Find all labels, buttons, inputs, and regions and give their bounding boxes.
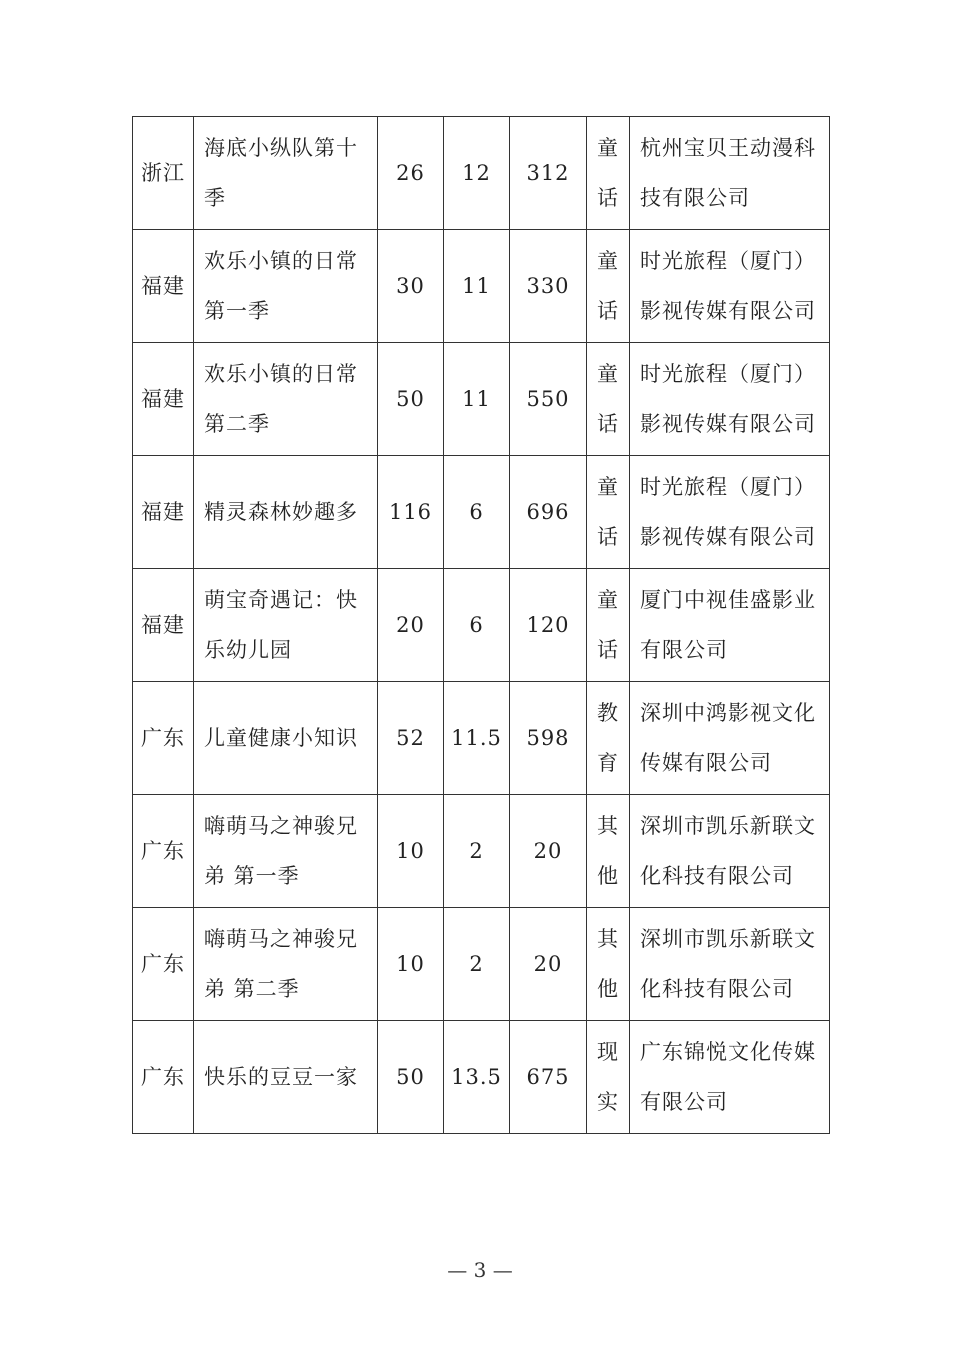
- total-minutes-cell-text: 550: [526, 387, 570, 411]
- genre-cell-text: 童话: [597, 588, 619, 662]
- genre-cell: [587, 682, 630, 795]
- company-cell: [630, 1021, 830, 1134]
- company-cell: [630, 569, 830, 682]
- episodes-cell: [378, 1021, 444, 1134]
- province-cell-text: 广东: [141, 726, 185, 750]
- genre-cell-text: 童话: [597, 249, 619, 323]
- genre-cell: [587, 343, 630, 456]
- minutes-cell: [444, 230, 510, 343]
- table-row: [133, 230, 830, 343]
- episodes-cell-text: 50: [396, 387, 425, 411]
- total-minutes-cell-text: 598: [526, 726, 570, 750]
- title-cell: [194, 1021, 378, 1134]
- table-body: [133, 117, 830, 1134]
- province-cell: [133, 908, 194, 1021]
- province-cell: [133, 456, 194, 569]
- episodes-cell-text: 10: [396, 839, 425, 863]
- episodes-cell: [378, 117, 444, 230]
- minutes-cell-text: 6: [469, 500, 484, 524]
- minutes-cell-text: 2: [469, 952, 484, 976]
- minutes-cell-text: 13.5: [451, 1065, 502, 1089]
- total-minutes-cell-text: 120: [526, 613, 570, 637]
- title-cell-text: 欢乐小镇的日常第二季: [204, 362, 358, 436]
- province-cell-text: 广东: [141, 1065, 185, 1089]
- company-cell: [630, 795, 830, 908]
- genre-cell: [587, 569, 630, 682]
- company-cell-text: 厦门中视佳盛影业有限公司: [640, 588, 816, 662]
- genre-cell: [587, 456, 630, 569]
- company-cell-text: 深圳市凯乐新联文化科技有限公司: [640, 927, 816, 1001]
- minutes-cell: [444, 682, 510, 795]
- total-minutes-cell-text: 675: [526, 1065, 570, 1089]
- episodes-cell: [378, 795, 444, 908]
- minutes-cell-text: 11: [462, 387, 491, 411]
- title-cell-text: 欢乐小镇的日常第一季: [204, 249, 358, 323]
- title-cell: [194, 230, 378, 343]
- title-cell: [194, 569, 378, 682]
- province-cell-text: 广东: [141, 839, 185, 863]
- total-minutes-cell: [510, 795, 587, 908]
- company-cell-text: 时光旅程（厦门）影视传媒有限公司: [640, 475, 816, 549]
- episodes-cell: [378, 569, 444, 682]
- episodes-cell-text: 26: [396, 161, 425, 185]
- company-cell-text: 时光旅程（厦门）影视传媒有限公司: [640, 249, 816, 323]
- table-row: [133, 682, 830, 795]
- company-cell-text: 深圳市凯乐新联文化科技有限公司: [640, 814, 816, 888]
- company-cell: [630, 343, 830, 456]
- minutes-cell-text: 11.5: [451, 726, 502, 750]
- episodes-cell: [378, 456, 444, 569]
- province-cell-text: 福建: [141, 274, 185, 298]
- province-cell-text: 浙江: [141, 161, 185, 185]
- episodes-cell: [378, 908, 444, 1021]
- episodes-cell-text: 10: [396, 952, 425, 976]
- title-cell: [194, 456, 378, 569]
- province-cell-text: 福建: [141, 500, 185, 524]
- genre-cell-text: 其他: [597, 927, 619, 1001]
- province-cell: [133, 1021, 194, 1134]
- table-row: [133, 456, 830, 569]
- title-cell-text: 嗨萌马之神骏兄弟 第一季: [204, 814, 358, 888]
- total-minutes-cell-text: 20: [533, 952, 563, 976]
- genre-cell-text: 童话: [597, 136, 619, 210]
- minutes-cell-text: 12: [462, 161, 491, 185]
- genre-cell-text: 童话: [597, 475, 619, 549]
- total-minutes-cell-text: 312: [526, 161, 570, 185]
- page-number: — 3 —: [447, 1258, 513, 1282]
- minutes-cell: [444, 908, 510, 1021]
- title-cell-text: 海底小纵队第十季: [204, 136, 358, 210]
- province-cell-text: 福建: [141, 613, 185, 637]
- genre-cell-text: 教育: [597, 701, 619, 775]
- title-cell-text: 快乐的豆豆一家: [204, 1065, 358, 1089]
- total-minutes-cell: [510, 908, 587, 1021]
- title-cell: [194, 682, 378, 795]
- minutes-cell: [444, 456, 510, 569]
- genre-cell: [587, 908, 630, 1021]
- company-cell-text: 深圳中鸿影视文化传媒有限公司: [640, 701, 816, 775]
- title-cell-text: 儿童健康小知识: [204, 726, 358, 750]
- title-cell: [194, 908, 378, 1021]
- total-minutes-cell-text: 20: [533, 839, 563, 863]
- province-cell-text: 福建: [141, 387, 185, 411]
- total-minutes-cell: [510, 117, 587, 230]
- episodes-cell-text: 30: [396, 274, 425, 298]
- title-cell: [194, 117, 378, 230]
- episodes-cell: [378, 230, 444, 343]
- episodes-cell-text: 52: [396, 726, 425, 750]
- table-row: [133, 117, 830, 230]
- minutes-cell: [444, 1021, 510, 1134]
- minutes-cell: [444, 795, 510, 908]
- total-minutes-cell: [510, 230, 587, 343]
- episodes-cell-text: 50: [396, 1065, 425, 1089]
- genre-cell: [587, 1021, 630, 1134]
- genre-cell: [587, 230, 630, 343]
- total-minutes-cell: [510, 569, 587, 682]
- minutes-cell-text: 11: [462, 274, 491, 298]
- episodes-cell-text: 116: [388, 500, 433, 524]
- minutes-cell: [444, 569, 510, 682]
- total-minutes-cell-text: 696: [526, 500, 570, 524]
- company-cell: [630, 230, 830, 343]
- table-row: [133, 343, 830, 456]
- table-row: [133, 1021, 830, 1134]
- genre-cell-text: 其他: [597, 814, 619, 888]
- genre-cell: [587, 117, 630, 230]
- episodes-cell: [378, 343, 444, 456]
- minutes-cell-text: 2: [469, 839, 484, 863]
- table-row: [133, 569, 830, 682]
- province-cell: [133, 343, 194, 456]
- province-cell: [133, 569, 194, 682]
- company-cell-text: 广东锦悦文化传媒有限公司: [640, 1040, 816, 1114]
- company-cell: [630, 908, 830, 1021]
- title-cell: [194, 795, 378, 908]
- total-minutes-cell: [510, 456, 587, 569]
- episodes-cell-text: 20: [396, 613, 425, 637]
- province-cell-text: 广东: [141, 952, 185, 976]
- total-minutes-cell: [510, 343, 587, 456]
- total-minutes-cell-text: 330: [526, 274, 570, 298]
- episodes-cell: [378, 682, 444, 795]
- table-row: [133, 795, 830, 908]
- province-cell: [133, 230, 194, 343]
- minutes-cell: [444, 343, 510, 456]
- minutes-cell-text: 6: [469, 613, 484, 637]
- title-cell-text: 精灵森林妙趣多: [204, 500, 358, 524]
- title-cell-text: 嗨萌马之神骏兄弟 第二季: [204, 927, 358, 1001]
- program-table: [132, 116, 830, 1134]
- company-cell: [630, 117, 830, 230]
- company-cell: [630, 456, 830, 569]
- total-minutes-cell: [510, 682, 587, 795]
- company-cell-text: 杭州宝贝王动漫科技有限公司: [640, 136, 816, 210]
- genre-cell-text: 童话: [597, 362, 619, 436]
- minutes-cell: [444, 117, 510, 230]
- total-minutes-cell: [510, 1021, 587, 1134]
- province-cell: [133, 117, 194, 230]
- company-cell-text: 时光旅程（厦门）影视传媒有限公司: [640, 362, 816, 436]
- genre-cell-text: 现实: [597, 1040, 619, 1114]
- province-cell: [133, 795, 194, 908]
- genre-cell: [587, 795, 630, 908]
- title-cell-text: 萌宝奇遇记：快乐幼儿园: [204, 588, 358, 662]
- company-cell: [630, 682, 830, 795]
- province-cell: [133, 682, 194, 795]
- title-cell: [194, 343, 378, 456]
- table-row: [133, 908, 830, 1021]
